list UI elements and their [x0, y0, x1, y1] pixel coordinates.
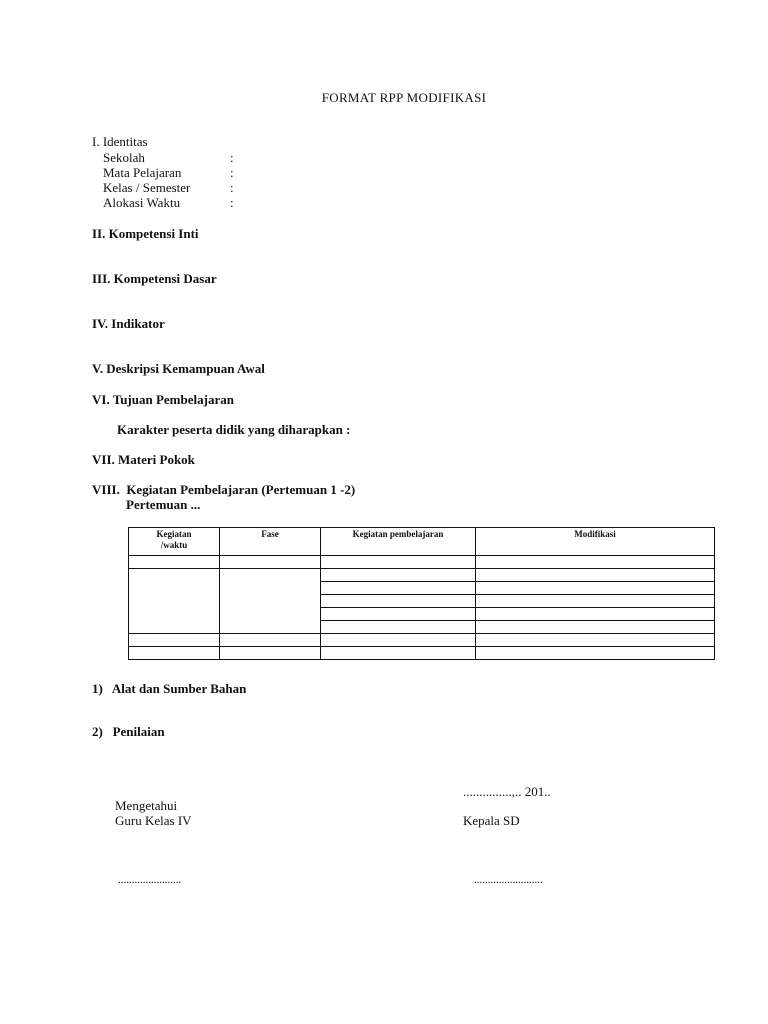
table-cell [129, 634, 220, 647]
table-row [129, 647, 715, 660]
table-cell [129, 569, 220, 634]
document-title: FORMAT RPP MODIFIKASI [321, 90, 487, 105]
penilaian: 2) Penilaian [92, 724, 165, 739]
table-cell [220, 556, 321, 569]
table-cell [129, 647, 220, 660]
table-cell [476, 582, 715, 595]
section-tujuan-pembelajaran: VI. Tujuan Pembelajaran [92, 392, 234, 407]
pertemuan-label: Pertemuan ... [126, 497, 201, 512]
table-header-row [129, 528, 715, 556]
table-cell [476, 647, 715, 660]
section-kompetensi-dasar: III. Kompetensi Dasar [92, 271, 217, 286]
kepala-sd-label: Kepala SD [463, 813, 520, 828]
signature-line-left: ....................... [118, 874, 182, 886]
table-cell [321, 647, 476, 660]
guru-kelas-label: Guru Kelas IV [115, 813, 192, 828]
alat-sumber-bahan: 1) Alat dan Sumber Bahan [92, 681, 247, 696]
section-kegiatan-pembelajaran: VIII. Kegiatan Pembelajaran (Pertemuan 1 -2) [92, 482, 356, 497]
field-label-mata-pelajaran: Mata Pelajaran [103, 165, 182, 180]
table-cell [321, 595, 476, 608]
table-cell [321, 569, 476, 582]
kegiatan-table [128, 527, 715, 660]
section-deskripsi-kemampuan-awal: V. Deskripsi Kemampuan Awal [92, 361, 265, 376]
section-materi-pokok: VII. Materi Pokok [92, 452, 195, 467]
field-colon-mata-pelajaran: : [230, 165, 234, 180]
field-label-kelas-semester: Kelas / Semester [103, 180, 191, 195]
field-colon-sekolah: : [230, 150, 234, 165]
table-cell [321, 608, 476, 621]
table-cell [321, 582, 476, 595]
identitas-heading: I. Identitas [92, 134, 148, 149]
signature-line-right: ......................... [474, 874, 543, 886]
table-cell [476, 569, 715, 582]
table-row [129, 634, 715, 647]
karakter-label: Karakter peserta didik yang diharapkan : [117, 422, 351, 437]
table-cell [220, 647, 321, 660]
table-cell [476, 608, 715, 621]
field-label-alokasi-waktu: Alokasi Waktu [103, 195, 181, 210]
table-row [129, 569, 715, 582]
table-cell [476, 556, 715, 569]
table-cell [220, 634, 321, 647]
table-cell [321, 556, 476, 569]
table-row [129, 556, 715, 569]
table-cell [129, 556, 220, 569]
signature-date: ...............,.. 201.. [463, 784, 551, 799]
header-kegiatan-pembelajaran: Kegiatan pembelajaran [321, 528, 476, 556]
table-cell [220, 569, 321, 634]
table-cell [476, 595, 715, 608]
mengetahui-label: Mengetahui [115, 798, 178, 813]
table-cell [476, 621, 715, 634]
field-colon-alokasi-waktu: : [230, 195, 234, 210]
header-modifikasi: Modifikasi [476, 528, 715, 556]
field-label-sekolah: Sekolah [103, 150, 145, 165]
table-cell [476, 634, 715, 647]
table-cell [321, 621, 476, 634]
header-kegiatan-waktu: Kegiatan /waktu [129, 528, 220, 556]
header-fase: Fase [220, 528, 321, 556]
field-colon-kelas-semester: : [230, 180, 234, 195]
section-kompetensi-inti: II. Kompetensi Inti [92, 226, 199, 241]
section-indikator: IV. Indikator [92, 316, 165, 331]
table-cell [321, 634, 476, 647]
